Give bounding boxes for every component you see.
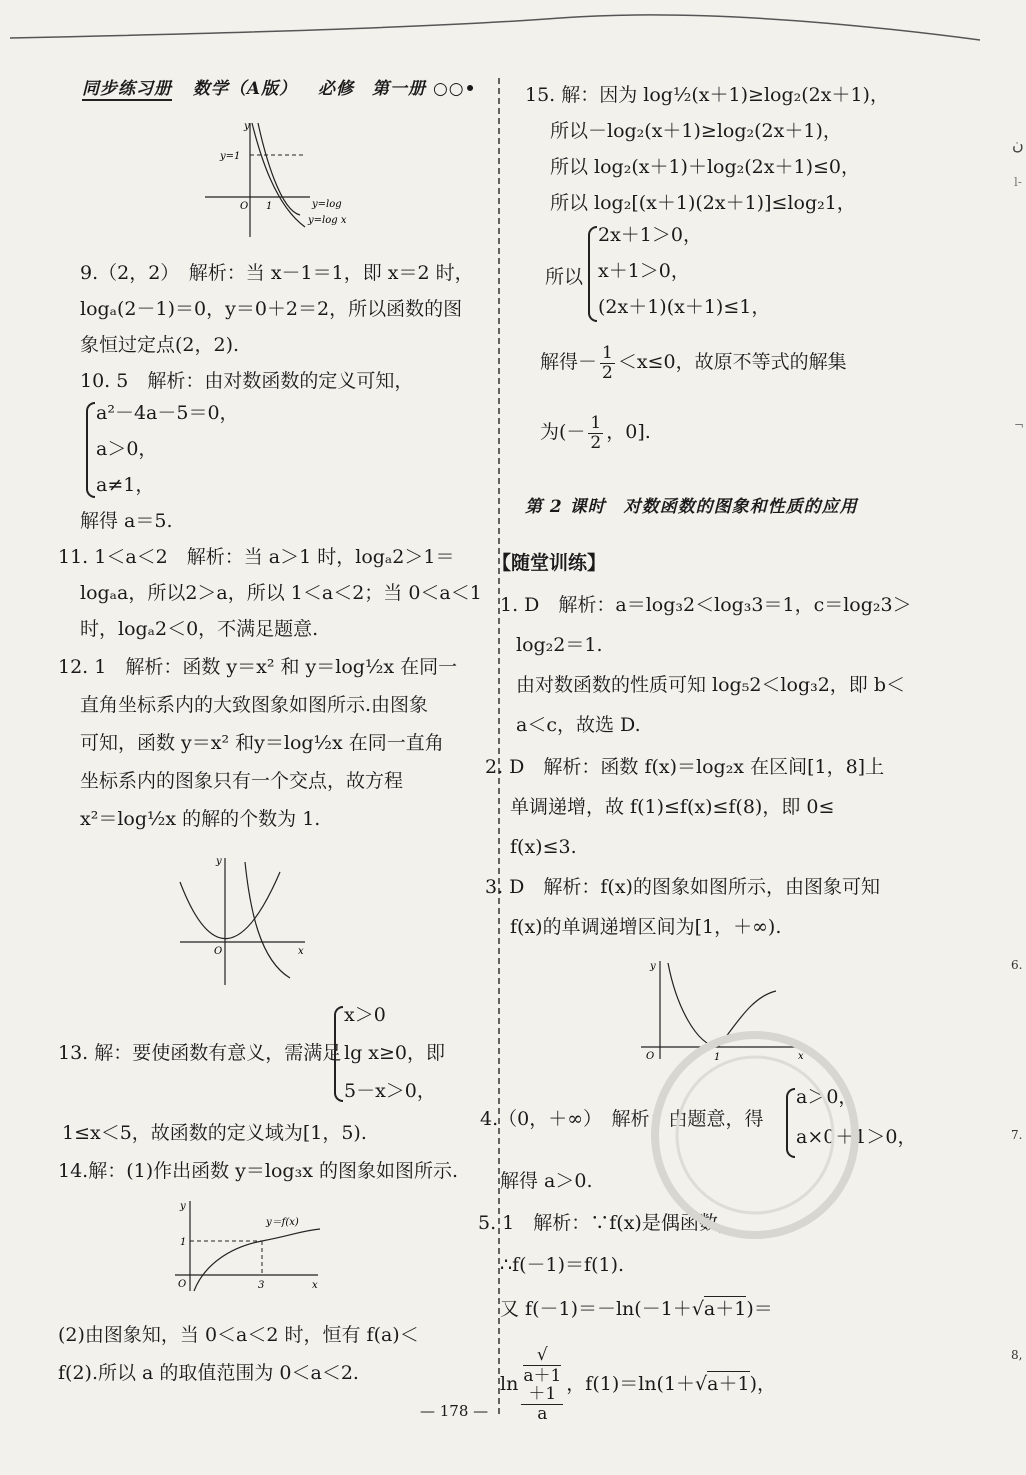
q5-line1: 5. 1 解析：∵f(x)是偶函数， [478, 1212, 737, 1234]
fig12-y: y [216, 856, 222, 867]
q5-line3: 又 f(－1)＝－ln(－1＋√a＋1)＝ [500, 1298, 773, 1320]
fig8-origin: O [240, 201, 249, 212]
q4-sys-2: a×0＋1＞0， [796, 1126, 917, 1148]
fig14-y: y [180, 1201, 186, 1212]
q14-line2: (2)由图象知，当 0＜a＜2 时，恒有 f(a)＜ [58, 1324, 419, 1346]
watermark-stamp [640, 1020, 870, 1250]
q13-sys-2: lg x≥0，即 [344, 1042, 446, 1064]
q12-line2: 直角坐标系内的大致图象如图所示.由图象 [80, 694, 429, 716]
q1-line1: 1. D 解析：a＝log₃2＜log₃3＝1，c＝log₂3＞ [500, 594, 912, 616]
q5-line2: ∴f(－1)＝f(1). [500, 1254, 625, 1276]
header-volume: 必修 第一册 ○○• [318, 79, 477, 99]
fig12-origin: O [214, 946, 223, 957]
lesson-title: 第 2 课时 对数函数的图象和性质的应用 [525, 497, 858, 517]
q15-line4: 所以 log₂[(x＋1)(2x＋1)]≤log₂1， [550, 192, 856, 214]
fig8-y-label: y [244, 121, 250, 132]
fig14-one: 1 [180, 1237, 187, 1248]
q5-line4-a: ，f(1)＝ln(1＋ [566, 1372, 696, 1395]
q15-line1: 15. 解：因为 log½(x＋1)≥log₂(2x＋1)， [525, 84, 889, 106]
q15-sys-3: (2x＋1)(x＋1)≤1， [598, 296, 771, 318]
page-number: — 178 — [420, 1402, 489, 1420]
q11-line3: 时，logₐ2＜0，不满足题意. [80, 618, 319, 640]
q3-line2: f(x)的单调递增区间为[1，＋∞). [510, 916, 782, 938]
q5-line4-b: )， [749, 1372, 776, 1395]
q5-line3-a: 又 f(－1)＝－ln(－1＋ [500, 1298, 692, 1320]
header-subject: 数学（A版） [192, 79, 298, 99]
header-book: 同步练习册 [82, 79, 172, 99]
q15-line3: 所以 log₂(x＋1)＋log₂(2x＋1)≤0， [550, 156, 860, 178]
fig8-one: 1 [266, 201, 273, 212]
q1-line2: log₂2＝1. [516, 634, 603, 656]
q11-line2: logₐa，所以2＞a，所以 1＜a＜2；当 0＜a＜1 [80, 582, 482, 604]
figure-log-graphs [200, 115, 370, 240]
q15-brace [588, 226, 597, 322]
fig8-curve2-label: y=log x [308, 215, 347, 226]
q5-fraction-num: √ a＋1 ＋1 [523, 1345, 562, 1405]
q5-line3-b: )＝ [746, 1298, 773, 1320]
sqrt-a-plus-1: a＋1 [703, 1298, 747, 1320]
margin-fragment-2: l- [1014, 175, 1022, 189]
fig3-one: 1 [714, 1052, 721, 1063]
q15-solution [540, 344, 847, 382]
fig3-origin: O [646, 1051, 655, 1062]
q9-line1: 9.（2，2） 解析：当 x－1＝1，即 x＝2 时， [80, 262, 474, 284]
q3-line1: 3. D 解析：f(x)的图象如图所示，由图象可知 [485, 876, 880, 898]
q4-answer: 解得 a＞0. [500, 1170, 593, 1192]
q15-sys-1: 2x＋1＞0， [598, 224, 702, 246]
q13-lead: 13. 解：要使函数有意义，需满足 [58, 1042, 342, 1064]
figure-log3 [170, 1195, 330, 1295]
fig3-y: y [650, 961, 656, 972]
fig8-curve1-label: y=log [312, 199, 342, 210]
q5-line4: ln √ a＋1 ＋1 a ，f(1)＝ln(1＋√a＋1)， [500, 1345, 776, 1425]
running-header [82, 74, 477, 99]
q14-line3: f(2).所以 a 的取值范围为 0＜a＜2. [58, 1362, 359, 1384]
fig3-x: x [798, 1051, 804, 1062]
fraction2-num: 1 [590, 413, 602, 433]
q10-answer: 解得 a＝5. [80, 510, 173, 532]
q13-sys-3: 5－x＞0， [344, 1080, 436, 1102]
q14-line1: 14.解：(1)作出函数 y＝log₃x 的图象如图所示. [58, 1160, 458, 1182]
q5-line4-sqrt: a＋1 [707, 1372, 750, 1395]
margin-fragment-4: 6. [1011, 958, 1023, 972]
q5-frac-plus: ＋1 [528, 1384, 557, 1405]
fraction-den: 2 [602, 362, 613, 383]
q15-set [540, 414, 651, 452]
q2-line1: 2. D 解析：函数 f(x)＝log₂x 在区间[1，8]上 [485, 756, 885, 778]
q15-set-b: ，0]. [606, 421, 651, 444]
q12-line3: 可知，函数 y＝x² 和y＝log½x 在同一直角 [80, 732, 444, 754]
top-rule [0, 0, 1026, 60]
q15-sys-2: x＋1＞0， [598, 260, 690, 282]
q13-tail: 1≤x＜5，故函数的定义域为[1，5). [62, 1122, 367, 1144]
q5-fraction [521, 1346, 563, 1424]
q15-set-a: 为(－ [540, 421, 586, 444]
section-title: 【随堂训练】 [492, 552, 607, 574]
fig14-x: x [312, 1280, 318, 1291]
q1-line3: 由对数函数的性质可知 log₅2＜log₃2，即 b＜ [516, 674, 906, 696]
q10-sys-2: a＞0， [96, 438, 158, 460]
q4-sys-1: a＞0， [796, 1086, 858, 1108]
q9-line3: 象恒过定点(2，2). [80, 334, 240, 356]
fraction-half [600, 344, 615, 382]
fig12-x: x [298, 946, 304, 957]
q5-fraction-den: a [537, 1404, 548, 1425]
q15-solution-b: ＜x≤0，故原不等式的解集 [617, 351, 847, 374]
figure-parabola-log [170, 850, 320, 990]
q10-head: 10. 5 解析：由对数函数的定义可知， [80, 370, 414, 392]
q2-line3: f(x)≤3. [510, 836, 577, 858]
fraction2-den: 2 [590, 432, 602, 453]
fig14-three: 3 [258, 1280, 265, 1291]
margin-fragment-1: ن [1012, 135, 1024, 154]
q1-line4: a＜c，故选 D. [516, 714, 641, 736]
margin-fragment-3: ¬ [1014, 418, 1025, 432]
q2-line2: 单调递增，故 f(1)≤f(x)≤f(8)，即 0≤ [510, 796, 835, 818]
q12-line5: x²＝log½x 的解的个数为 1. [80, 808, 321, 830]
q13-sys-1: x＞0 [344, 1004, 386, 1026]
fig14-curve-label: y＝f(x) [266, 1217, 299, 1228]
q10-sys-3: a≠1， [96, 474, 155, 496]
fraction-num: 1 [602, 343, 613, 363]
q12-line1: 12. 1 解析：函数 y＝x² 和 y＝log½x 在同一 [58, 656, 458, 678]
margin-fragment-6: 8, [1011, 1348, 1023, 1362]
q10-sys-1: a²－4a－5＝0， [96, 402, 239, 424]
fraction-half-2 [588, 414, 603, 452]
q4-lead: 4.（0，＋∞） 解析：由题意，得 [480, 1108, 764, 1130]
q10-brace [86, 402, 95, 498]
fig8-y1-label: y=1 [220, 151, 241, 162]
q13-brace [334, 1006, 343, 1102]
q15-solution-a: 解得－ [540, 351, 598, 374]
q5-ln: ln [500, 1372, 519, 1395]
q15-sys-lead: 所以 [545, 266, 584, 288]
q5-frac-sqrt: a＋1 [523, 1365, 562, 1386]
q15-line2: 所以－log₂(x＋1)≥log₂(2x＋1)， [550, 120, 842, 142]
q12-line4: 坐标系内的图象只有一个交点，故方程 [80, 770, 404, 792]
q9-line2: logₐ(2－1)＝0，y＝0＋2＝2，所以函数的图 [80, 298, 463, 320]
margin-fragment-5: 7. [1011, 1128, 1023, 1142]
q11-line1: 11. 1＜a＜2 解析：当 a＞1 时，logₐ2＞1＝ [58, 546, 455, 568]
fig14-origin: O [178, 1279, 187, 1290]
